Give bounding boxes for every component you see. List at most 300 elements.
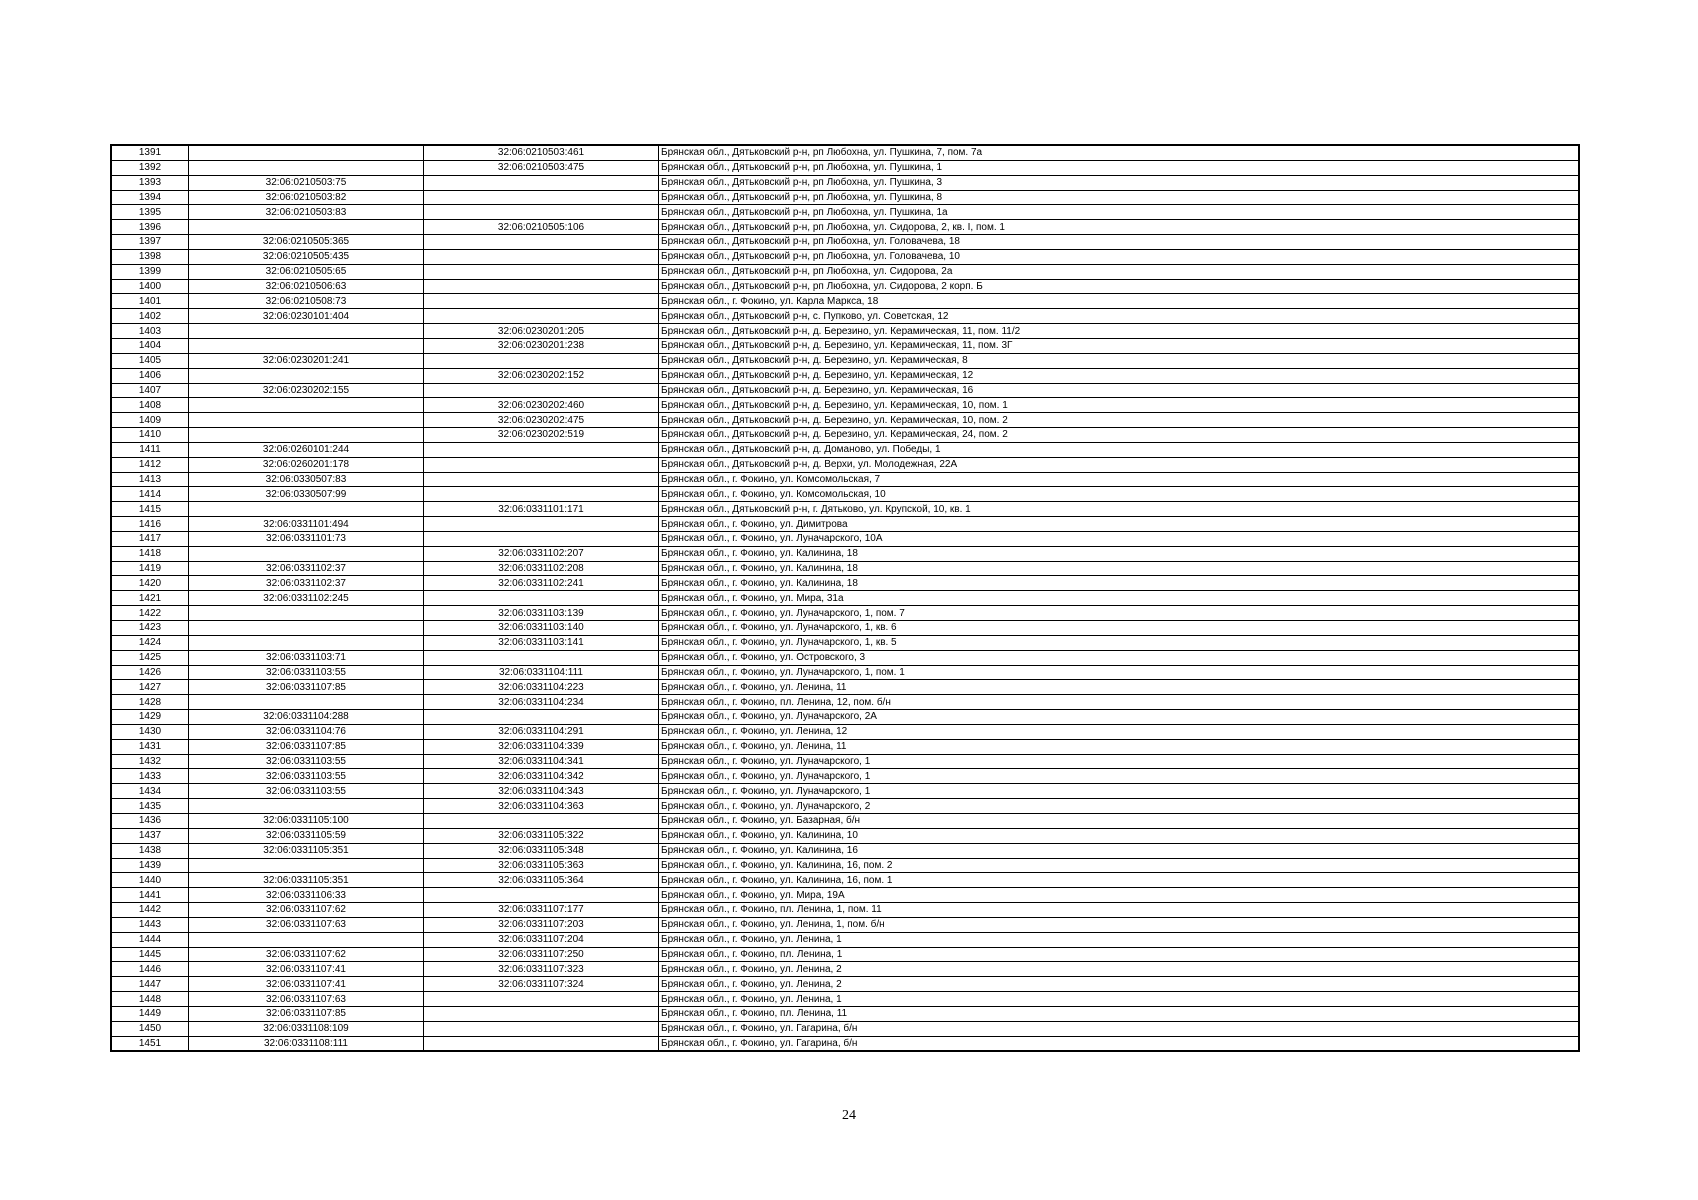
table-row xyxy=(111,428,1579,443)
address-cell: Брянская обл., г. Фокино, ул. Ленина, 11 xyxy=(659,739,1580,754)
table-row xyxy=(111,724,1579,739)
premises-cadastral-number-cell: 32:06:0331104:343 xyxy=(424,784,659,799)
building-cadastral-number-cell: 32:06:0331107:85 xyxy=(189,1006,424,1021)
building-cadastral-number-cell: 32:06:0260101:244 xyxy=(189,442,424,457)
building-cadastral-number-cell: 32:06:0331107:41 xyxy=(189,977,424,992)
building-cadastral-number-cell: 32:06:0230101:404 xyxy=(189,309,424,324)
building-cadastral-number-cell xyxy=(189,398,424,413)
row-number-cell: 1406 xyxy=(111,368,189,383)
table-row xyxy=(111,1021,1579,1036)
building-cadastral-number-cell: 32:06:0331107:85 xyxy=(189,739,424,754)
row-number-cell: 1445 xyxy=(111,947,189,962)
building-cadastral-number-cell xyxy=(189,160,424,175)
row-number-cell: 1395 xyxy=(111,205,189,220)
row-number-cell: 1422 xyxy=(111,606,189,621)
row-number-cell: 1399 xyxy=(111,264,189,279)
table-row xyxy=(111,635,1579,650)
building-cadastral-number-cell: 32:06:0210503:82 xyxy=(189,190,424,205)
address-cell: Брянская обл., г. Фокино, ул. Ленина, 2 xyxy=(659,977,1580,992)
row-number-cell: 1444 xyxy=(111,932,189,947)
table-row xyxy=(111,1036,1579,1051)
table-row xyxy=(111,650,1579,665)
address-cell: Брянская обл., Дятьковский р-н, рп Любохна, ул. Головачева, 18 xyxy=(659,235,1580,250)
premises-cadastral-number-cell: 32:06:0331102:208 xyxy=(424,561,659,576)
row-number-cell: 1397 xyxy=(111,235,189,250)
row-number-cell: 1391 xyxy=(111,145,189,160)
building-cadastral-number-cell xyxy=(189,338,424,353)
building-cadastral-number-cell xyxy=(189,324,424,339)
building-cadastral-number-cell xyxy=(189,858,424,873)
row-number-cell: 1424 xyxy=(111,635,189,650)
row-number-cell: 1427 xyxy=(111,680,189,695)
premises-cadastral-number-cell: 32:06:0331107:323 xyxy=(424,962,659,977)
row-number-cell: 1416 xyxy=(111,517,189,532)
table-row xyxy=(111,546,1579,561)
table-row xyxy=(111,235,1579,250)
premises-cadastral-number-cell xyxy=(424,383,659,398)
table-row xyxy=(111,621,1579,636)
table-row xyxy=(111,279,1579,294)
table-row xyxy=(111,843,1579,858)
address-cell: Брянская обл., Дятьковский р-н, рп Любохна, ул. Сидорова, 2а xyxy=(659,264,1580,279)
address-cell: Брянская обл., г. Фокино, ул. Ленина, 1 xyxy=(659,992,1580,1007)
building-cadastral-number-cell: 32:06:0331104:288 xyxy=(189,710,424,725)
premises-cadastral-number-cell: 32:06:0331104:291 xyxy=(424,724,659,739)
address-cell: Брянская обл., Дятьковский р-н, с. Пупково, ул. Советская, 12 xyxy=(659,309,1580,324)
table-row xyxy=(111,665,1579,680)
premises-cadastral-number-cell xyxy=(424,442,659,457)
row-number-cell: 1433 xyxy=(111,769,189,784)
premises-cadastral-number-cell: 32:06:0210503:475 xyxy=(424,160,659,175)
premises-cadastral-number-cell: 32:06:0230201:238 xyxy=(424,338,659,353)
building-cadastral-number-cell: 32:06:0331102:37 xyxy=(189,576,424,591)
table-row xyxy=(111,353,1579,368)
building-cadastral-number-cell: 32:06:0330507:83 xyxy=(189,472,424,487)
premises-cadastral-number-cell: 32:06:0331104:111 xyxy=(424,665,659,680)
table-row xyxy=(111,888,1579,903)
building-cadastral-number-cell xyxy=(189,368,424,383)
table-row xyxy=(111,1006,1579,1021)
table-row xyxy=(111,947,1579,962)
row-number-cell: 1436 xyxy=(111,813,189,828)
table-row xyxy=(111,576,1579,591)
building-cadastral-number-cell: 32:06:0210505:65 xyxy=(189,264,424,279)
row-number-cell: 1442 xyxy=(111,903,189,918)
premises-cadastral-number-cell xyxy=(424,1036,659,1051)
table-row xyxy=(111,472,1579,487)
address-cell: Брянская обл., г. Фокино, ул. Гагарина, б/н xyxy=(659,1021,1580,1036)
table-row xyxy=(111,205,1579,220)
row-number-cell: 1417 xyxy=(111,531,189,546)
building-cadastral-number-cell xyxy=(189,502,424,517)
premises-cadastral-number-cell xyxy=(424,175,659,190)
table-row xyxy=(111,813,1579,828)
address-cell: Брянская обл., г. Фокино, ул. Калинина, 16, пом. 2 xyxy=(659,858,1580,873)
table-row xyxy=(111,338,1579,353)
building-cadastral-number-cell: 32:06:0331101:73 xyxy=(189,531,424,546)
table-row xyxy=(111,264,1579,279)
table-row xyxy=(111,903,1579,918)
table-row xyxy=(111,769,1579,784)
premises-cadastral-number-cell: 32:06:0230202:460 xyxy=(424,398,659,413)
table-row xyxy=(111,710,1579,725)
premises-cadastral-number-cell xyxy=(424,294,659,309)
address-cell: Брянская обл., г. Фокино, ул. Ленина, 11 xyxy=(659,680,1580,695)
premises-cadastral-number-cell xyxy=(424,353,659,368)
table-row xyxy=(111,324,1579,339)
row-number-cell: 1413 xyxy=(111,472,189,487)
address-cell: Брянская обл., Дятьковский р-н, рп Любохна, ул. Головачева, 10 xyxy=(659,249,1580,264)
address-cell: Брянская обл., г. Фокино, ул. Луначарского, 1, пом. 1 xyxy=(659,665,1580,680)
row-number-cell: 1450 xyxy=(111,1021,189,1036)
table-row xyxy=(111,917,1579,932)
table-row xyxy=(111,413,1579,428)
table-row xyxy=(111,145,1579,160)
address-cell: Брянская обл., г. Фокино, ул. Луначарского, 1 xyxy=(659,769,1580,784)
premises-cadastral-number-cell: 32:06:0331104:339 xyxy=(424,739,659,754)
row-number-cell: 1404 xyxy=(111,338,189,353)
address-cell: Брянская обл., г. Фокино, ул. Ленина, 1 xyxy=(659,932,1580,947)
row-number-cell: 1409 xyxy=(111,413,189,428)
building-cadastral-number-cell xyxy=(189,635,424,650)
address-cell: Брянская обл., г. Фокино, ул. Калинина, 18 xyxy=(659,561,1580,576)
table-row xyxy=(111,502,1579,517)
building-cadastral-number-cell: 32:06:0331107:63 xyxy=(189,992,424,1007)
premises-cadastral-number-cell: 32:06:0331107:324 xyxy=(424,977,659,992)
table-row xyxy=(111,160,1579,175)
premises-cadastral-number-cell xyxy=(424,531,659,546)
premises-cadastral-number-cell xyxy=(424,249,659,264)
building-cadastral-number-cell xyxy=(189,799,424,814)
address-cell: Брянская обл., г. Фокино, ул. Луначарского, 1 xyxy=(659,784,1580,799)
premises-cadastral-number-cell xyxy=(424,650,659,665)
row-number-cell: 1412 xyxy=(111,457,189,472)
address-cell: Брянская обл., г. Фокино, ул. Ленина, 1, пом. б/н xyxy=(659,917,1580,932)
premises-cadastral-number-cell: 32:06:0331105:348 xyxy=(424,843,659,858)
address-cell: Брянская обл., г. Фокино, ул. Луначарского, 1, пом. 7 xyxy=(659,606,1580,621)
address-cell: Брянская обл., г. Фокино, ул. Луначарского, 1 xyxy=(659,754,1580,769)
building-cadastral-number-cell: 32:06:0331101:494 xyxy=(189,517,424,532)
row-number-cell: 1398 xyxy=(111,249,189,264)
building-cadastral-number-cell xyxy=(189,695,424,710)
address-cell: Брянская обл., г. Фокино, ул. Луначарского, 2 xyxy=(659,799,1580,814)
address-cell: Брянская обл., Дятьковский р-н, рп Любохна, ул. Пушкина, 7, пом. 7а xyxy=(659,145,1580,160)
row-number-cell: 1449 xyxy=(111,1006,189,1021)
row-number-cell: 1402 xyxy=(111,309,189,324)
address-cell: Брянская обл., г. Фокино, ул. Мира, 31а xyxy=(659,591,1580,606)
premises-cadastral-number-cell: 32:06:0331105:322 xyxy=(424,828,659,843)
building-cadastral-number-cell: 32:06:0331108:111 xyxy=(189,1036,424,1051)
building-cadastral-number-cell: 32:06:0331103:71 xyxy=(189,650,424,665)
row-number-cell: 1441 xyxy=(111,888,189,903)
address-cell: Брянская обл., Дятьковский р-н, д. Доманово, ул. Победы, 1 xyxy=(659,442,1580,457)
building-cadastral-number-cell xyxy=(189,220,424,235)
address-cell: Брянская обл., г. Фокино, пл. Ленина, 11 xyxy=(659,1006,1580,1021)
row-number-cell: 1423 xyxy=(111,621,189,636)
building-cadastral-number-cell: 32:06:0210503:83 xyxy=(189,205,424,220)
address-cell: Брянская обл., г. Фокино, ул. Димитрова xyxy=(659,517,1580,532)
building-cadastral-number-cell: 32:06:0331107:62 xyxy=(189,947,424,962)
address-cell: Брянская обл., г. Фокино, ул. Калинина, 18 xyxy=(659,546,1580,561)
building-cadastral-number-cell: 32:06:0230202:155 xyxy=(189,383,424,398)
table-row xyxy=(111,383,1579,398)
registry-table xyxy=(110,144,1580,1052)
table-row xyxy=(111,294,1579,309)
address-cell: Брянская обл., г. Фокино, ул. Луначарского, 10А xyxy=(659,531,1580,546)
table-row xyxy=(111,220,1579,235)
row-number-cell: 1430 xyxy=(111,724,189,739)
address-cell: Брянская обл., г. Фокино, ул. Ленина, 12 xyxy=(659,724,1580,739)
registry-table-body xyxy=(111,145,1579,1051)
row-number-cell: 1434 xyxy=(111,784,189,799)
address-cell: Брянская обл., г. Фокино, ул. Калинина, 16, пом. 1 xyxy=(659,873,1580,888)
premises-cadastral-number-cell: 32:06:0331104:234 xyxy=(424,695,659,710)
premises-cadastral-number-cell: 32:06:0331107:177 xyxy=(424,903,659,918)
table-row xyxy=(111,368,1579,383)
row-number-cell: 1451 xyxy=(111,1036,189,1051)
address-cell: Брянская обл., г. Фокино, ул. Комсомольская, 10 xyxy=(659,487,1580,502)
address-cell: Брянская обл., Дятьковский р-н, рп Любохна, ул. Сидорова, 2, кв. I, пом. 1 xyxy=(659,220,1580,235)
premises-cadastral-number-cell: 32:06:0230201:205 xyxy=(424,324,659,339)
premises-cadastral-number-cell: 32:06:0230202:152 xyxy=(424,368,659,383)
building-cadastral-number-cell: 32:06:0331108:109 xyxy=(189,1021,424,1036)
address-cell: Брянская обл., г. Фокино, ул. Островского, 3 xyxy=(659,650,1580,665)
premises-cadastral-number-cell: 32:06:0331103:141 xyxy=(424,635,659,650)
row-number-cell: 1420 xyxy=(111,576,189,591)
address-cell: Брянская обл., Дятьковский р-н, д. Березино, ул. Керамическая, 10, пом. 2 xyxy=(659,413,1580,428)
building-cadastral-number-cell: 32:06:0331107:85 xyxy=(189,680,424,695)
row-number-cell: 1439 xyxy=(111,858,189,873)
row-number-cell: 1438 xyxy=(111,843,189,858)
row-number-cell: 1411 xyxy=(111,442,189,457)
table-row xyxy=(111,962,1579,977)
premises-cadastral-number-cell: 32:06:0331102:241 xyxy=(424,576,659,591)
premises-cadastral-number-cell xyxy=(424,457,659,472)
building-cadastral-number-cell: 32:06:0331105:100 xyxy=(189,813,424,828)
row-number-cell: 1408 xyxy=(111,398,189,413)
address-cell: Брянская обл., г. Фокино, ул. Калинина, 18 xyxy=(659,576,1580,591)
row-number-cell: 1447 xyxy=(111,977,189,992)
address-cell: Брянская обл., Дятьковский р-н, рп Любохна, ул. Пушкина, 8 xyxy=(659,190,1580,205)
premises-cadastral-number-cell xyxy=(424,190,659,205)
premises-cadastral-number-cell xyxy=(424,472,659,487)
premises-cadastral-number-cell: 32:06:0331101:171 xyxy=(424,502,659,517)
address-cell: Брянская обл., г. Фокино, ул. Луначарского, 2А xyxy=(659,710,1580,725)
building-cadastral-number-cell xyxy=(189,145,424,160)
premises-cadastral-number-cell: 32:06:0331105:364 xyxy=(424,873,659,888)
table-row xyxy=(111,977,1579,992)
table-row xyxy=(111,828,1579,843)
row-number-cell: 1429 xyxy=(111,710,189,725)
premises-cadastral-number-cell xyxy=(424,517,659,532)
building-cadastral-number-cell xyxy=(189,606,424,621)
table-row xyxy=(111,487,1579,502)
building-cadastral-number-cell: 32:06:0260201:178 xyxy=(189,457,424,472)
building-cadastral-number-cell: 32:06:0331102:245 xyxy=(189,591,424,606)
table-row xyxy=(111,175,1579,190)
building-cadastral-number-cell: 32:06:0210506:63 xyxy=(189,279,424,294)
address-cell: Брянская обл., г. Фокино, ул. Калинина, 16 xyxy=(659,843,1580,858)
premises-cadastral-number-cell xyxy=(424,205,659,220)
address-cell: Брянская обл., Дятьковский р-н, д. Березино, ул. Керамическая, 11, пом. 11/2 xyxy=(659,324,1580,339)
premises-cadastral-number-cell xyxy=(424,235,659,250)
premises-cadastral-number-cell: 32:06:0331105:363 xyxy=(424,858,659,873)
table-row xyxy=(111,457,1579,472)
row-number-cell: 1435 xyxy=(111,799,189,814)
row-number-cell: 1415 xyxy=(111,502,189,517)
row-number-cell: 1403 xyxy=(111,324,189,339)
building-cadastral-number-cell xyxy=(189,932,424,947)
row-number-cell: 1443 xyxy=(111,917,189,932)
building-cadastral-number-cell: 32:06:0331107:63 xyxy=(189,917,424,932)
premises-cadastral-number-cell: 32:06:0230202:475 xyxy=(424,413,659,428)
building-cadastral-number-cell: 32:06:0331105:59 xyxy=(189,828,424,843)
building-cadastral-number-cell: 32:06:0331107:62 xyxy=(189,903,424,918)
table-row xyxy=(111,754,1579,769)
address-cell: Брянская обл., Дятьковский р-н, д. Березино, ул. Керамическая, 10, пом. 1 xyxy=(659,398,1580,413)
premises-cadastral-number-cell: 32:06:0210503:461 xyxy=(424,145,659,160)
premises-cadastral-number-cell xyxy=(424,279,659,294)
table-row xyxy=(111,517,1579,532)
table-row xyxy=(111,190,1579,205)
premises-cadastral-number-cell xyxy=(424,309,659,324)
premises-cadastral-number-cell: 32:06:0331107:250 xyxy=(424,947,659,962)
table-row xyxy=(111,799,1579,814)
premises-cadastral-number-cell: 32:06:0331107:203 xyxy=(424,917,659,932)
row-number-cell: 1421 xyxy=(111,591,189,606)
row-number-cell: 1396 xyxy=(111,220,189,235)
building-cadastral-number-cell: 32:06:0331104:76 xyxy=(189,724,424,739)
row-number-cell: 1446 xyxy=(111,962,189,977)
address-cell: Брянская обл., Дятьковский р-н, г. Дятьково, ул. Крупской, 10, кв. 1 xyxy=(659,502,1580,517)
table-row xyxy=(111,398,1579,413)
table-row xyxy=(111,531,1579,546)
building-cadastral-number-cell: 32:06:0331105:351 xyxy=(189,873,424,888)
premises-cadastral-number-cell: 32:06:0331104:342 xyxy=(424,769,659,784)
row-number-cell: 1410 xyxy=(111,428,189,443)
table-row xyxy=(111,249,1579,264)
table-row xyxy=(111,591,1579,606)
premises-cadastral-number-cell: 32:06:0331103:139 xyxy=(424,606,659,621)
premises-cadastral-number-cell: 32:06:0331104:363 xyxy=(424,799,659,814)
address-cell: Брянская обл., Дятьковский р-н, рп Любохна, ул. Сидорова, 2 корп. Б xyxy=(659,279,1580,294)
premises-cadastral-number-cell xyxy=(424,1006,659,1021)
table-row xyxy=(111,309,1579,324)
row-number-cell: 1394 xyxy=(111,190,189,205)
address-cell: Брянская обл., г. Фокино, пл. Ленина, 1 xyxy=(659,947,1580,962)
address-cell: Брянская обл., Дятьковский р-н, д. Березино, ул. Керамическая, 8 xyxy=(659,353,1580,368)
building-cadastral-number-cell: 32:06:0331106:33 xyxy=(189,888,424,903)
premises-cadastral-number-cell xyxy=(424,487,659,502)
row-number-cell: 1405 xyxy=(111,353,189,368)
premises-cadastral-number-cell: 32:06:0331103:140 xyxy=(424,621,659,636)
building-cadastral-number-cell: 32:06:0330507:99 xyxy=(189,487,424,502)
row-number-cell: 1393 xyxy=(111,175,189,190)
row-number-cell: 1419 xyxy=(111,561,189,576)
row-number-cell: 1431 xyxy=(111,739,189,754)
building-cadastral-number-cell: 32:06:0331103:55 xyxy=(189,769,424,784)
premises-cadastral-number-cell: 32:06:0331107:204 xyxy=(424,932,659,947)
address-cell: Брянская обл., Дятьковский р-н, рп Любохна, ул. Пушкина, 1а xyxy=(659,205,1580,220)
page-number: 24 xyxy=(842,1108,856,1123)
row-number-cell: 1418 xyxy=(111,546,189,561)
building-cadastral-number-cell xyxy=(189,546,424,561)
building-cadastral-number-cell: 32:06:0230201:241 xyxy=(189,353,424,368)
address-cell: Брянская обл., Дятьковский р-н, рп Любохна, ул. Пушкина, 1 xyxy=(659,160,1580,175)
building-cadastral-number-cell: 32:06:0331103:55 xyxy=(189,784,424,799)
premises-cadastral-number-cell: 32:06:0230202:519 xyxy=(424,428,659,443)
address-cell: Брянская обл., г. Фокино, ул. Комсомольская, 7 xyxy=(659,472,1580,487)
address-cell: Брянская обл., г. Фокино, ул. Луначарского, 1, кв. 5 xyxy=(659,635,1580,650)
building-cadastral-number-cell xyxy=(189,428,424,443)
address-cell: Брянская обл., г. Фокино, ул. Базарная, б/н xyxy=(659,813,1580,828)
premises-cadastral-number-cell xyxy=(424,992,659,1007)
row-number-cell: 1425 xyxy=(111,650,189,665)
table-row xyxy=(111,873,1579,888)
table-row xyxy=(111,739,1579,754)
premises-cadastral-number-cell: 32:06:0210505:106 xyxy=(424,220,659,235)
row-number-cell: 1432 xyxy=(111,754,189,769)
row-number-cell: 1401 xyxy=(111,294,189,309)
premises-cadastral-number-cell xyxy=(424,888,659,903)
table-row xyxy=(111,561,1579,576)
table-row xyxy=(111,606,1579,621)
table-row xyxy=(111,784,1579,799)
building-cadastral-number-cell: 32:06:0331107:41 xyxy=(189,962,424,977)
building-cadastral-number-cell: 32:06:0210503:75 xyxy=(189,175,424,190)
premises-cadastral-number-cell xyxy=(424,591,659,606)
building-cadastral-number-cell: 32:06:0210505:365 xyxy=(189,235,424,250)
address-cell: Брянская обл., г. Фокино, ул. Карла Маркса, 18 xyxy=(659,294,1580,309)
address-cell: Брянская обл., Дятьковский р-н, д. Березино, ул. Керамическая, 11, пом. 3Г xyxy=(659,338,1580,353)
address-cell: Брянская обл., г. Фокино, ул. Гагарина, б/н xyxy=(659,1036,1580,1051)
address-cell: Брянская обл., г. Фокино, пл. Ленина, 1, пом. 11 xyxy=(659,903,1580,918)
premises-cadastral-number-cell xyxy=(424,264,659,279)
table-row xyxy=(111,858,1579,873)
building-cadastral-number-cell: 32:06:0331103:55 xyxy=(189,665,424,680)
table-row xyxy=(111,932,1579,947)
row-number-cell: 1407 xyxy=(111,383,189,398)
building-cadastral-number-cell: 32:06:0210508:73 xyxy=(189,294,424,309)
row-number-cell: 1448 xyxy=(111,992,189,1007)
row-number-cell: 1414 xyxy=(111,487,189,502)
premises-cadastral-number-cell: 32:06:0331104:223 xyxy=(424,680,659,695)
row-number-cell: 1428 xyxy=(111,695,189,710)
address-cell: Брянская обл., Дятьковский р-н, рп Любохна, ул. Пушкина, 3 xyxy=(659,175,1580,190)
row-number-cell: 1426 xyxy=(111,665,189,680)
building-cadastral-number-cell xyxy=(189,621,424,636)
premises-cadastral-number-cell xyxy=(424,710,659,725)
premises-cadastral-number-cell: 32:06:0331102:207 xyxy=(424,546,659,561)
table-row xyxy=(111,680,1579,695)
table-row xyxy=(111,442,1579,457)
building-cadastral-number-cell: 32:06:0331102:37 xyxy=(189,561,424,576)
address-cell: Брянская обл., г. Фокино, пл. Ленина, 12, пом. б/н xyxy=(659,695,1580,710)
address-cell: Брянская обл., г. Фокино, ул. Калинина, 10 xyxy=(659,828,1580,843)
building-cadastral-number-cell: 32:06:0331105:351 xyxy=(189,843,424,858)
address-cell: Брянская обл., Дятьковский р-н, д. Верхи, ул. Молодежная, 22А xyxy=(659,457,1580,472)
address-cell: Брянская обл., Дятьковский р-н, д. Березино, ул. Керамическая, 12 xyxy=(659,368,1580,383)
row-number-cell: 1400 xyxy=(111,279,189,294)
address-cell: Брянская обл., г. Фокино, ул. Ленина, 2 xyxy=(659,962,1580,977)
address-cell: Брянская обл., г. Фокино, ул. Луначарского, 1, кв. 6 xyxy=(659,621,1580,636)
premises-cadastral-number-cell xyxy=(424,813,659,828)
row-number-cell: 1440 xyxy=(111,873,189,888)
building-cadastral-number-cell: 32:06:0331103:55 xyxy=(189,754,424,769)
address-cell: Брянская обл., Дятьковский р-н, д. Березино, ул. Керамическая, 24, пом. 2 xyxy=(659,428,1580,443)
building-cadastral-number-cell: 32:06:0210505:435 xyxy=(189,249,424,264)
table-row xyxy=(111,992,1579,1007)
